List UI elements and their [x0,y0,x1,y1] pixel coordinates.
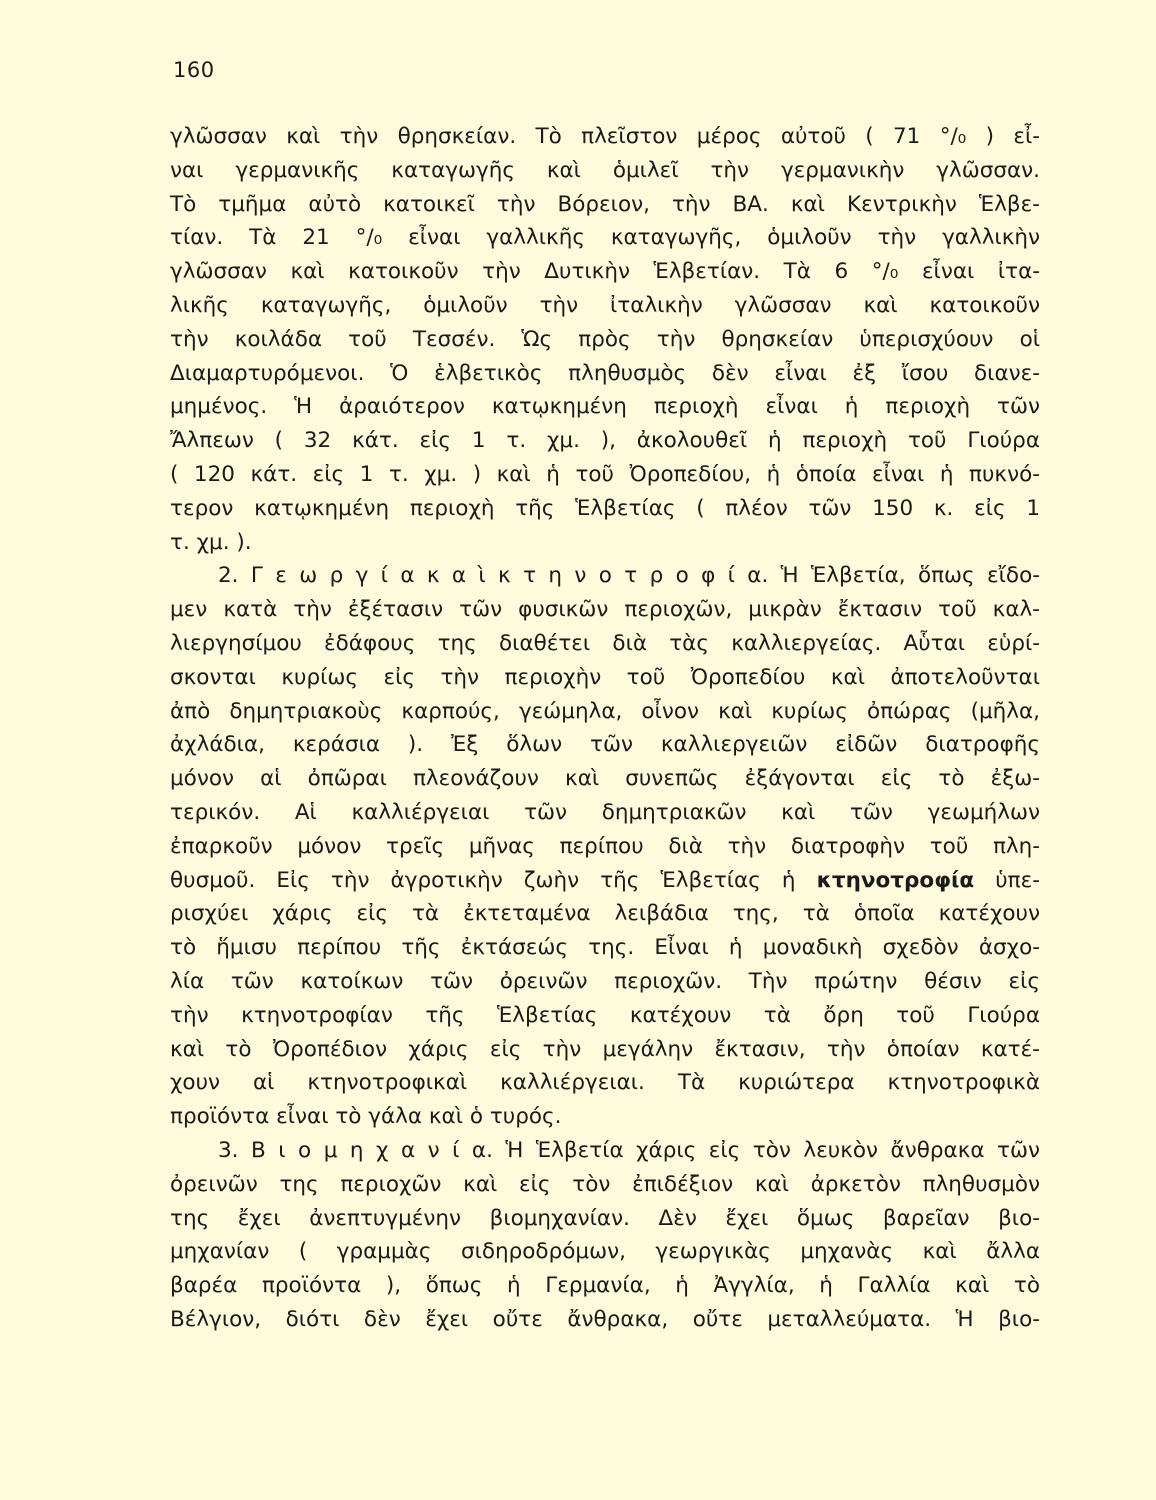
text-line: τίαν. Τὰ 21 °/₀ εἶναι γαλλικῆς καταγωγῆς, ὁμιλοῦν τὴν γαλλικὴν [170,225,1040,251]
text-line: 3. Β ι ο μ η χ α ν ί α. Ἡ Ἑλβετία χάρις εἰς τὸν λευκὸν ἄνθρακα τῶν [218,1137,1040,1163]
text-line: Βέλγιον, διότι δὲν ἔχει οὔτε ἄνθρακα, οὔτε μεταλλεύματα. Ἡ βιο- [170,1306,1040,1332]
text-line: ρισχύει χάρις εἰς τὰ ἐκτεταμένα λειβάδια της, τὰ ὁποῖα κατέχουν [170,901,1040,927]
text-line: ἀπὸ δημητριακοὺς καρπούς, γεώμηλα, οἶνον καὶ κυρίως ὀπώρας (μῆλα, [170,698,1040,724]
text-line: Τὸ τμῆμα αὐτὸ κατοικεῖ τὴν Βόρειον, τὴν ΒΑ. καὶ Κεντρικὴν Ἑλβε- [170,191,1040,217]
text-line: γλῶσσαν καὶ κατοικοῦν τὴν Δυτικὴν Ἑλβετίαν. Τὰ 6 °/₀ εἶναι ἰτα- [170,259,1040,285]
text-line: ἐπαρκοῦν μόνον τρεῖς μῆνας περίπου διὰ τὴν διατροφὴν τοῦ πλη- [170,833,1040,859]
text-line: ἀχλάδια, κεράσια ). Ἐξ ὅλων τῶν καλλιεργειῶν εἰδῶν διατροφῆς [170,732,1040,758]
text-line: 2. Γ ε ω ρ γ ί α κ α ὶ κ τ η ν ο τ ρ ο φ ί α. Ἡ Ἑλβετία, ὅπως εἴδο- [218,563,1040,589]
text-line: βαρέα προϊόντα ), ὅπως ἡ Γερμανία, ἡ Ἀγγλία, ἡ Γαλλία καὶ τὸ [170,1273,1040,1299]
text-line: μηχανίαν ( γραμμὰς σιδηροδρόμων, γεωργικὰς μηχανὰς καὶ ἄλλα [170,1239,1040,1265]
text-line: καὶ τὸ Ὀροπέδιον χάρις εἰς τὴν μεγάλην ἔκτασιν, τὴν ὁποίαν κατέ- [170,1036,1040,1062]
text-line [170,864,1040,898]
text-line: ναι γερμανικῆς καταγωγῆς καὶ ὁμιλεῖ τὴν γερμανικὴν γλῶσσαν. [170,157,1040,183]
text-line: σκονται κυρίως εἰς τὴν περιοχὴν τοῦ Ὀροπεδίου καὶ ἀποτελοῦνται [170,664,1040,690]
text-line: γλῶσσαν καὶ τὴν θρησκείαν. Τὸ πλεῖστον μέρος αὐτοῦ ( 71 °/₀ ) εἶ- [170,124,1040,149]
text-line: της ἔχει ἀνεπτυγμένην βιομηχανίαν. Δὲν ἔχει ὅμως βαρεῖαν βιο- [170,1205,1040,1231]
text-line: ὀρεινῶν της περιοχῶν καὶ εἰς τὸν ἐπιδέξιον καὶ ἀρκετὸν πληθυσμὸν [170,1171,1040,1197]
text-line: ( 120 κάτ. εἰς 1 τ. χμ. ) καὶ ἡ τοῦ Ὀροπεδίου, ἡ ὁποία εἶναι ἡ πυκνό- [170,461,1040,487]
text-line: μημένος. Ἡ ἀραιότερον κατῳκημένη περιοχὴ εἶναι ἡ περιοχὴ τῶν [170,394,1040,420]
text-line: μεν κατὰ τὴν ἐξέτασιν τῶν φυσικῶν περιοχῶν, μικρὰν ἔκτασιν τοῦ καλ- [170,597,1040,623]
text-line: Ἄλπεων ( 32 κάτ. εἰς 1 τ. χμ. ), ἀκολουθεῖ ἡ περιοχὴ τοῦ Γιούρα [170,428,1040,454]
text-segment: ὑπε- [974,867,1040,893]
text-line: τ. χμ. ). [170,529,252,555]
text-line: τὴν κοιλάδα τοῦ Τεσσέν. Ὡς πρὸς τὴν θρησκείαν ὑπερισχύουν οἱ [170,326,1040,352]
text-line: τὴν κτηνοτροφίαν τῆς Ἑλβετίας κατέχουν τὰ ὄρη τοῦ Γιούρα [170,1002,1040,1028]
text-line: μόνον αἱ ὀπῶραι πλεονάζουν καὶ συνεπῶς ἐξάγονται εἰς τὸ ἐξω- [170,766,1040,792]
text-line: τερον κατῳκημένη περιοχὴ τῆς Ἑλβετίας ( πλέον τῶν 150 κ. εἰς 1 [170,495,1040,521]
text-segment: θυσμοῦ. Εἰς τὴν ἀγροτικὴν ζωὴν τῆς Ἑλβετίας ἡ [170,867,817,893]
text-line: λιεργησίμου ἐδάφους της διαθέτει διὰ τὰς καλλιεργείας. Αὗται εὑρί- [170,630,1040,656]
text-line: προϊόντα εἶναι τὸ γάλα καὶ ὁ τυρός. [170,1104,562,1130]
text-line: λία τῶν κατοίκων τῶν ὀρεινῶν περιοχῶν. Τὴν πρώτην θέσιν εἰς [170,968,1040,994]
page-number: 160 [173,58,215,82]
text-line: Διαμαρτυρόμενοι. Ὁ ἑλβετικὸς πληθυσμὸς δὲν εἶναι ἐξ ἴσου διανε- [170,360,1040,386]
emphasized-term: κτηνοτροφία [816,867,975,893]
text-line: λικῆς καταγωγῆς, ὁμιλοῦν τὴν ἰταλικὴν γλῶσσαν καὶ κατοικοῦν [170,292,1040,318]
text-line: χουν αἱ κτηνοτροφικαὶ καλλιέργειαι. Τὰ κυριώτερα κτηνοτροφικὰ [170,1070,1040,1096]
text-line: τερικόν. Αἱ καλλιέργειαι τῶν δημητριακῶν καὶ τῶν γεωμήλων [170,799,1040,825]
text-line: τὸ ἥμισυ περίπου τῆς ἐκτάσεώς της. Εἶναι ἡ μοναδικὴ σχεδὸν ἀσχο- [170,935,1040,961]
body-text [170,120,1040,1337]
